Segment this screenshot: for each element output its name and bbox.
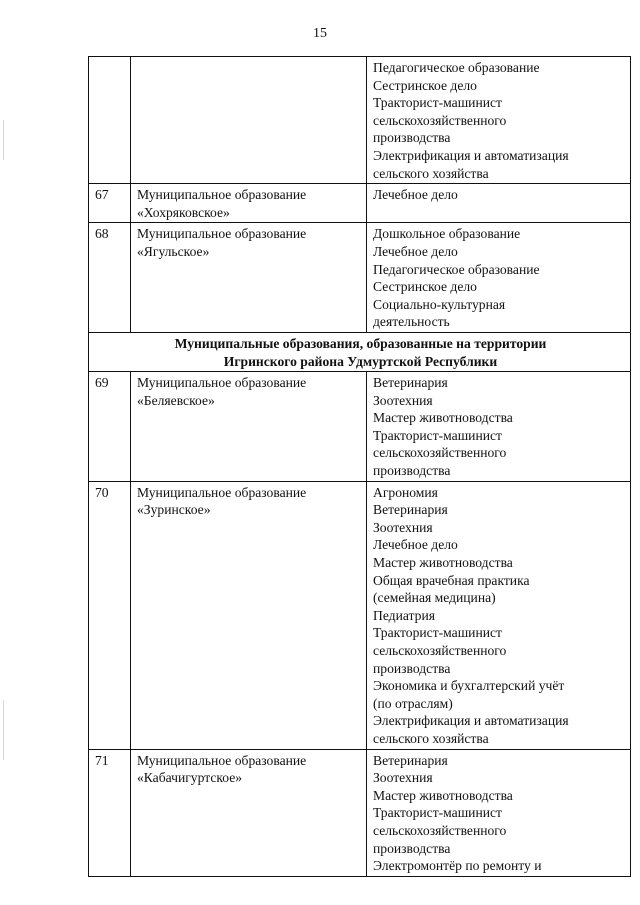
municipality-cell <box>131 481 367 749</box>
specialty-line: деятельность <box>373 314 450 330</box>
specialty-line: Электрификация и автоматизация <box>373 147 569 163</box>
specialty-line: производства <box>373 660 451 676</box>
specialty-line: Экономика и бухгалтерский учёт <box>373 678 565 694</box>
specialty-line: сельскохозяйственного <box>373 643 507 658</box>
row-number-cell <box>89 749 131 876</box>
row-number-cell <box>89 372 131 482</box>
row-number: 67 <box>95 187 109 203</box>
specialty-line: сельскохозяйственного <box>373 445 507 461</box>
specialty-line: Тракторист-машинист <box>373 625 502 641</box>
municipality-name-line: «Беляевское» <box>137 392 215 408</box>
specialties-cell <box>367 184 631 223</box>
municipality-cell <box>131 749 367 876</box>
table-row <box>89 223 631 333</box>
municipality-name-line: Муниципальное образование <box>137 752 307 768</box>
specialty-line: Зоотехния <box>373 519 433 535</box>
table-row <box>89 481 631 749</box>
specialty-line: Дошкольное образование <box>373 226 521 242</box>
municipality-name-line: Муниципальное образование <box>137 375 307 391</box>
table-row <box>89 372 631 482</box>
row-number: 69 <box>95 375 109 391</box>
municipality-cell <box>131 184 367 223</box>
specialties-cell <box>367 372 631 482</box>
specialty-line: Лечебное дело <box>373 537 458 553</box>
specialty-line: Зоотехния <box>373 392 433 408</box>
specialty-line: Педагогическое образование <box>373 60 540 75</box>
specialty-line: Лечебное дело <box>373 187 458 203</box>
section-header-line: Игринского района Удмуртской Республики <box>223 353 498 369</box>
table-row <box>89 184 631 223</box>
specialty-line: производства <box>373 840 451 856</box>
table-body <box>89 57 631 877</box>
specialty-line: Ветеринария <box>373 375 448 391</box>
municipality-name-line: Муниципальное образование <box>137 187 307 203</box>
municipality-name-line: «Зуринское» <box>137 502 211 518</box>
specialty-line: Ветеринария <box>373 752 448 768</box>
specialties-table <box>88 56 631 877</box>
municipality-name-line: «Хохряковское» <box>137 204 230 220</box>
specialty-line: Ветеринария <box>373 502 448 518</box>
table-row <box>89 57 631 184</box>
specialty-line: Зоотехния <box>373 770 433 786</box>
specialty-line: производства <box>373 463 451 479</box>
specialty-line: Тракторист-машинист <box>373 805 502 821</box>
specialties-cell <box>367 57 631 184</box>
specialty-line: Электромонтёр по ремонту и <box>373 858 542 874</box>
specialties-cell <box>367 749 631 876</box>
specialty-line: Сестринское дело <box>373 279 477 295</box>
municipality-name-line: Муниципальное образование <box>137 484 307 500</box>
row-number: 68 <box>95 226 109 242</box>
section-header-cell <box>89 332 631 371</box>
scan-edge-mark <box>3 700 4 760</box>
specialty-line: Тракторист-машинист <box>373 427 502 443</box>
row-number: 71 <box>95 752 109 768</box>
row-number: 70 <box>95 484 109 500</box>
specialty-line: Мастер животноводства <box>373 410 513 426</box>
specialty-line: сельскохозяйственного <box>373 822 507 838</box>
row-number-cell <box>89 184 131 223</box>
specialty-line: сельского хозяйства <box>373 165 489 181</box>
specialty-line: сельского хозяйства <box>373 730 489 746</box>
specialties-cell <box>367 223 631 333</box>
specialties-cell <box>367 481 631 749</box>
section-header-line: Муниципальные образования, образованные на территории <box>174 335 547 351</box>
row-number-cell <box>89 481 131 749</box>
specialty-line: Лечебное дело <box>373 243 458 259</box>
municipality-name-line: «Кабачигуртское» <box>137 770 243 786</box>
specialty-line: Электрификация и автоматизация <box>373 713 569 729</box>
row-number-cell <box>89 223 131 333</box>
specialty-line: Сестринское дело <box>373 77 477 93</box>
municipality-cell <box>131 372 367 482</box>
specialty-line: Мастер животноводства <box>373 555 513 571</box>
specialty-line: производства <box>373 130 451 146</box>
municipality-cell <box>131 57 367 184</box>
specialty-line: Агрономия <box>373 484 438 500</box>
specialty-line: Мастер животноводства <box>373 787 513 803</box>
specialty-line: Социально-культурная <box>373 296 506 312</box>
specialty-line: Общая врачебная практика <box>373 572 530 588</box>
specialty-line: (семейная медицина) <box>373 590 496 606</box>
municipality-name-line: Муниципальное образование <box>137 226 307 242</box>
table-row <box>89 749 631 876</box>
specialty-line: Педагогическое образование <box>373 261 540 277</box>
specialty-line: сельскохозяйственного <box>373 112 507 128</box>
row-number-cell <box>89 57 131 184</box>
municipality-cell <box>131 223 367 333</box>
page-number: 15 <box>313 26 327 41</box>
section-header-row <box>89 332 631 371</box>
specialty-line: Педиатрия <box>373 607 435 623</box>
specialty-line: (по отраслям) <box>373 695 453 711</box>
municipality-name-line: «Ягульское» <box>137 243 210 259</box>
scan-edge-mark <box>3 120 4 160</box>
specialty-line: Тракторист-машинист <box>373 95 502 111</box>
